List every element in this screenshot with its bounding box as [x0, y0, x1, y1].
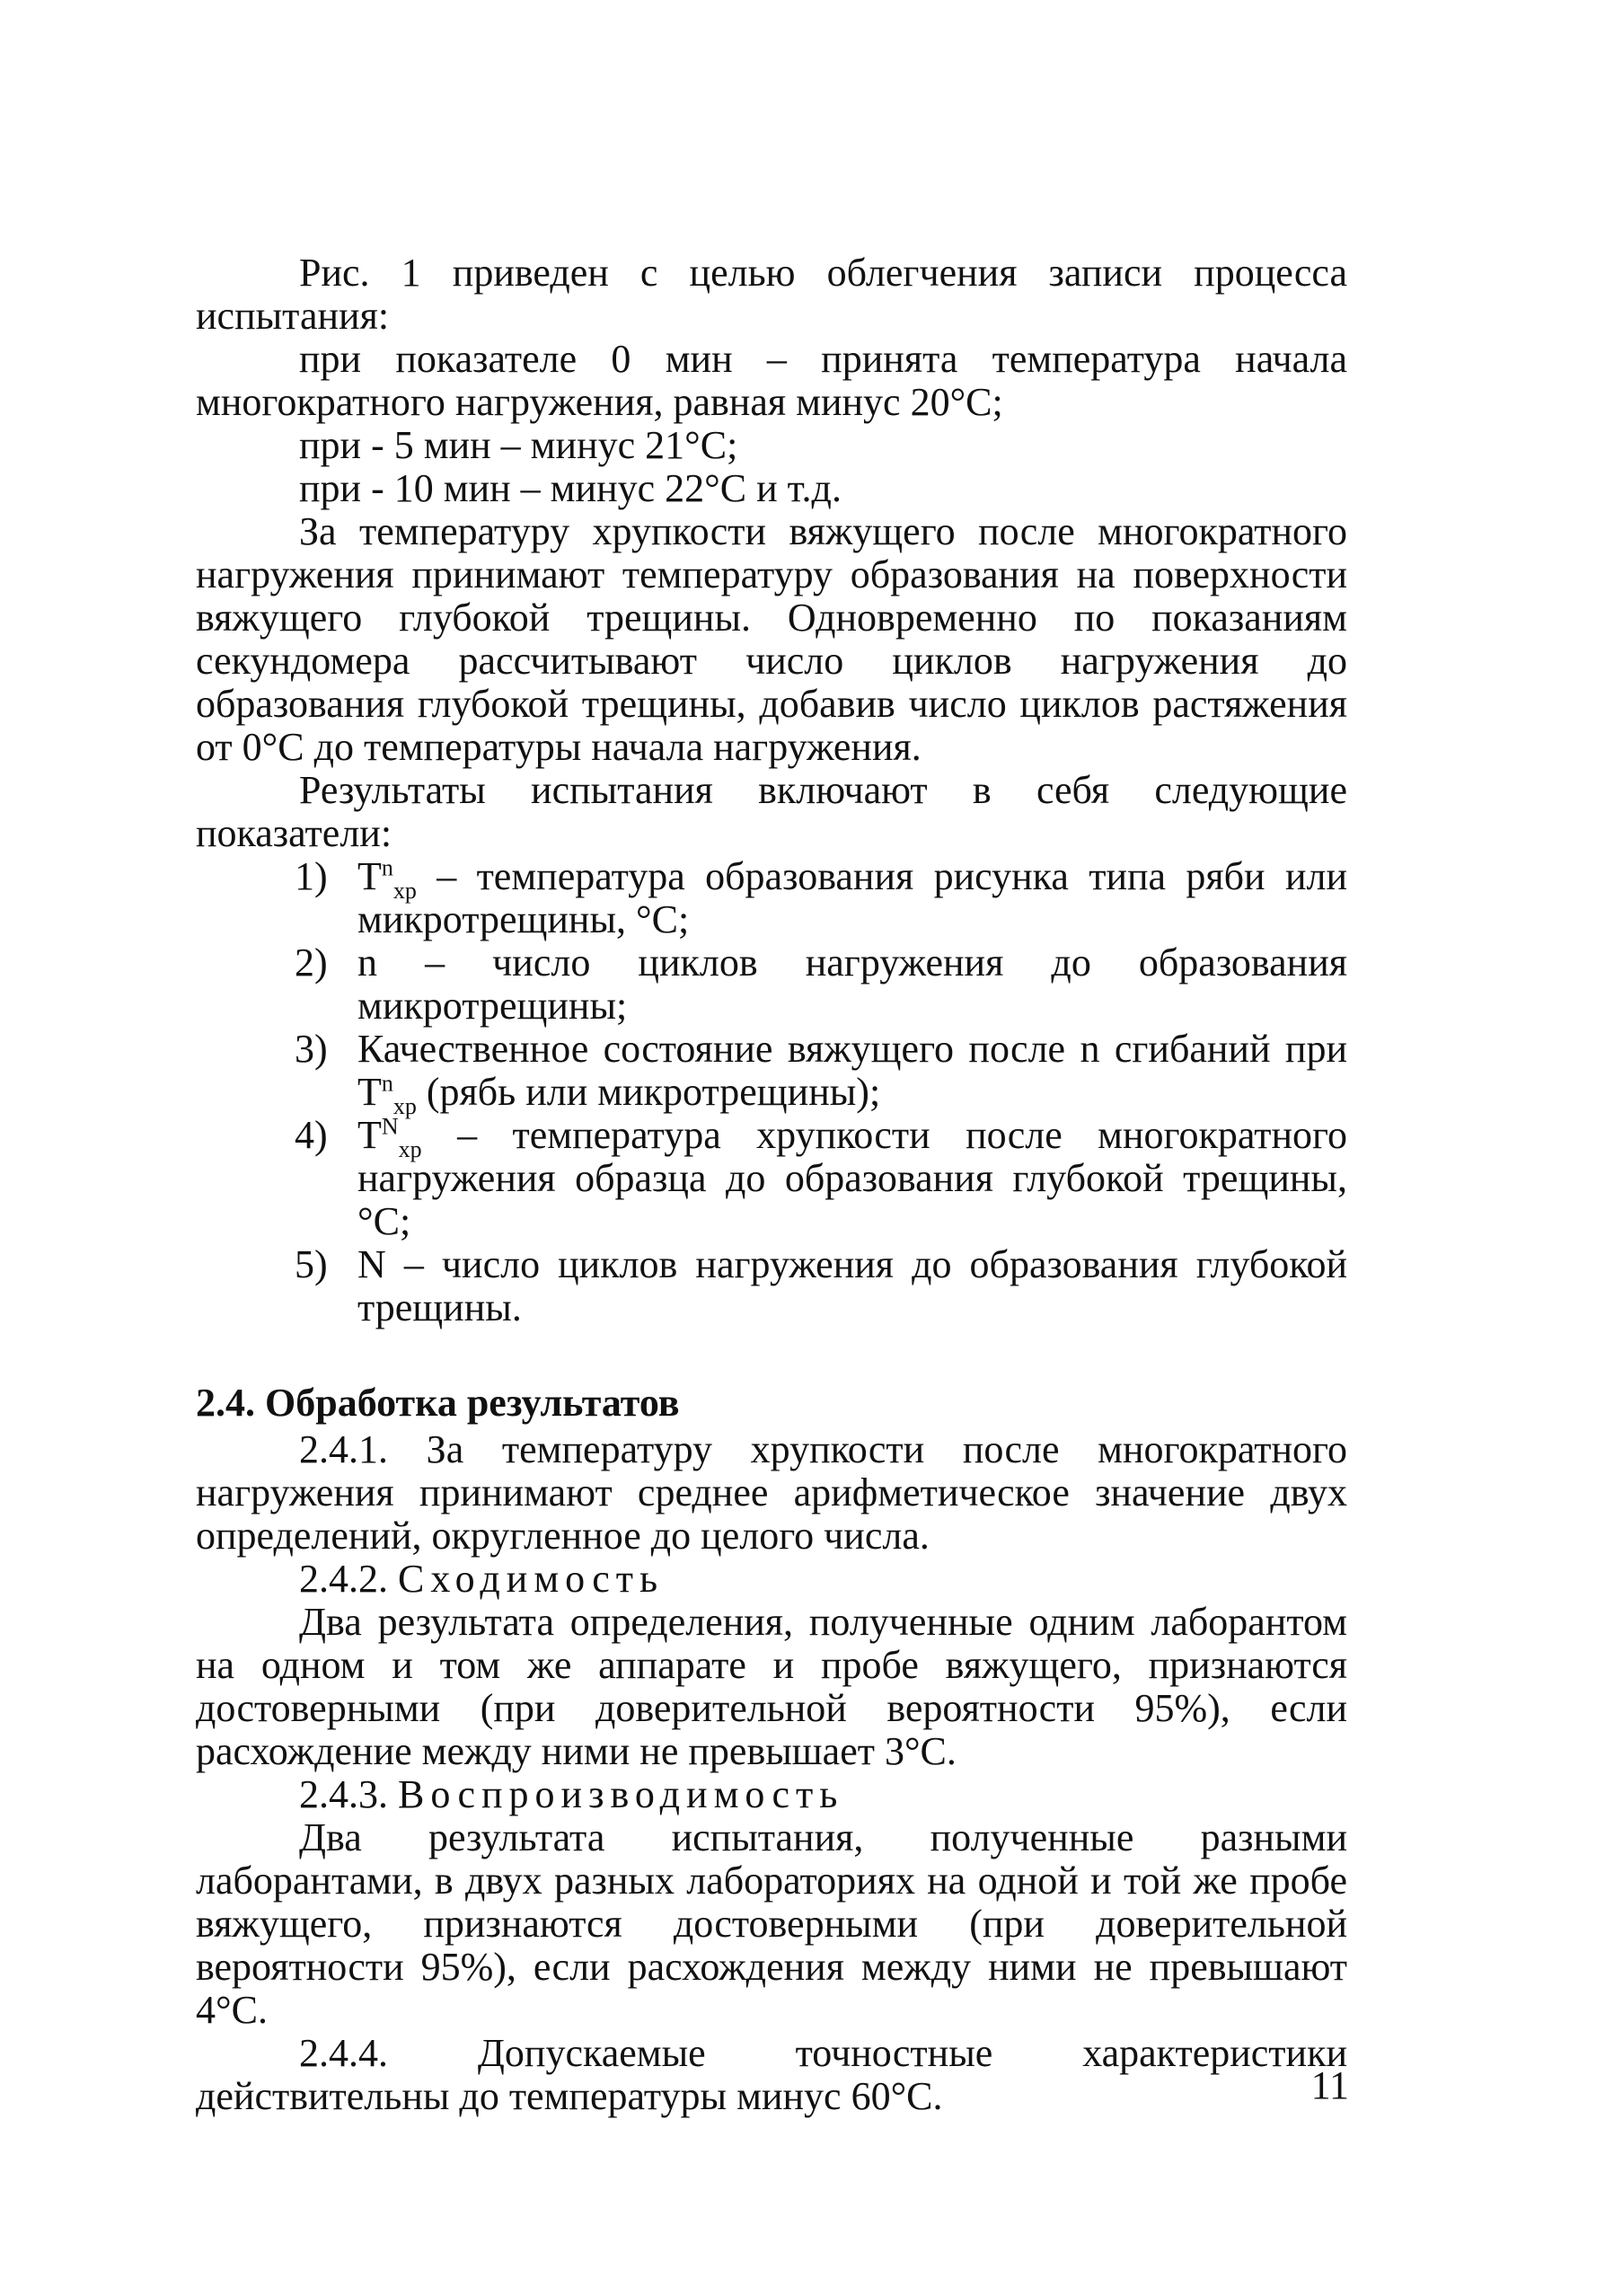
list-item-text: – температура образования рисунка типа ряби или микротрещины, °С;: [357, 854, 1347, 941]
list-item-number: 3): [295, 1027, 328, 1071]
list-item: [196, 1243, 1347, 1329]
page-number: 11: [1310, 2063, 1349, 2107]
subheading-title: Воспроизводимость: [398, 1772, 844, 1816]
symbol-superscript: n: [381, 1070, 393, 1097]
list-item: [196, 855, 1347, 941]
subheading-number: 2.4.3.: [299, 1772, 388, 1816]
list-item: [196, 1114, 1347, 1243]
subheading-2-4-2: [196, 1558, 1347, 1601]
list-item: [196, 1027, 1347, 1119]
intro-paragraph: Рис. 1 приведен с целью облегчения записи процесса испытания:: [196, 251, 1347, 338]
list-item-text: N – число циклов нагружения до образования глубокой трещины.: [357, 1242, 1347, 1329]
list-item-number: 1): [295, 854, 328, 898]
list-item-number: 4): [295, 1113, 328, 1157]
list-item: [196, 941, 1347, 1028]
paragraph-2-4-4: 2.4.4. Допускаемые точностные характеристики действительны до температуры минус 60°С.: [196, 2031, 1347, 2118]
paragraph-2-4-2: Два результата определения, полученные одним лаборантом на одном и том же аппарате и пробе вяжущего, признаются достоверными (при доверительной вероятности 95%), если расхождение между ними не превышает 3°С.: [196, 1600, 1347, 1773]
symbol: Т: [357, 854, 382, 898]
intro-10-min: при - 10 мин – минус 22°С и т.д.: [299, 466, 842, 510]
symbol-subscript: хр: [398, 1135, 422, 1162]
paragraph-2-4-1: 2.4.1. За температуру хрупкости после многократного нагружения принимают среднее арифметическое значение двух определений, округленное до целого числа.: [196, 1427, 1347, 1558]
results-intro: Результаты испытания включают в себя следующие показатели:: [196, 768, 1347, 855]
section-heading: 2.4. Обработка результатов: [196, 1381, 680, 1425]
list-item-text: Качественное состояние вяжущего после n сгибаний при: [357, 1027, 1347, 1071]
text-block: [196, 252, 1347, 2118]
results-list: [196, 855, 1347, 1329]
list-item-text: – температура хрупкости после многократного нагружения образца до образования глубокой трещины, °С;: [357, 1113, 1347, 1243]
intro-zero-min: при показателе 0 мин – принята температура начала многократного нагружения, равная минус 20°С;: [196, 337, 1347, 424]
list-item-number: 2): [295, 940, 328, 985]
list-item-text-end: (рябь или микротрещины);: [416, 1070, 881, 1114]
symbol-superscript: N: [381, 1113, 399, 1140]
subheading-2-4-3: [196, 1773, 1347, 1816]
symbol-superscript: n: [381, 854, 393, 881]
symbol-subscript: хр: [392, 1092, 417, 1119]
paragraph-2-4-3: Два результата испытания, полученные разными лаборантами, в двух разных лабораториях на одной и той же пробе вяжущего, признаются достоверными (при доверительной вероятности 95%), если расхождения между ними не превышают 4°С.: [196, 1815, 1347, 2032]
symbol: Т: [357, 1113, 382, 1157]
brittleness-paragraph: За температуру хрупкости вяжущего после многократного нагружения принимают температуру образования на поверхности вяжущего глубокой трещины. Одновременно по показаниям секундомера рассчитывают число циклов нагружения до образования глубокой трещины, добавив число циклов растяжения от 0°С до температуры начала нагружения.: [196, 509, 1347, 769]
symbol-subscript: хр: [392, 877, 417, 904]
symbol: Т: [357, 1070, 382, 1114]
list-item-text: n – число циклов нагружения до образования микротрещины;: [357, 940, 1347, 1028]
list-item-number: 5): [295, 1242, 328, 1286]
subheading-title: Сходимость: [398, 1557, 665, 1601]
intro-5-min: при - 5 мин – минус 21°С;: [299, 423, 738, 467]
subheading-number: 2.4.2.: [299, 1557, 388, 1601]
